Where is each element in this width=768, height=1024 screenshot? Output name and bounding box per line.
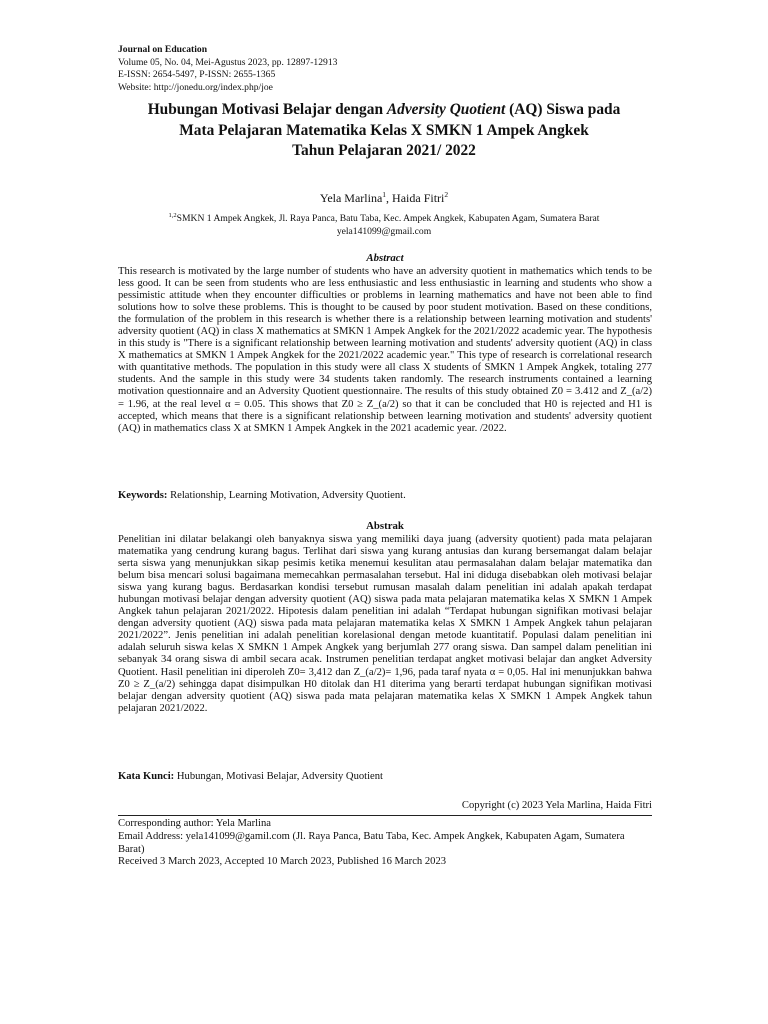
author-separator: , bbox=[386, 191, 393, 205]
kata-kunci-text: Hubungan, Motivasi Belajar, Adversity Quotient bbox=[174, 771, 383, 782]
kata-kunci-label: Kata Kunci: bbox=[118, 771, 175, 782]
abstrak-body: Penelitian ini dilatar belakangi oleh banyaknya siswa yang memiliki daya juang (adversity quotient) pada mata pelajaran matematika yang cendrung kurang bagus. Terlihat dari siswa yang kurang antusias dan kurang bersemangat dalam belajar serta siswa yang menunjukkan sikap pesimis ketika menemui kesulitan atau permasalahan dalam belajar matematika dan belum bisa mencari solusi bagaimana memecahkan permasalahan tersebut. Hal ini diduga disebabkan oleh motivasi belajar siswa yang kurang bagus. Berdasarkan kondisi tersebut rumusan masalah dalam penelitian ini adalah apakah terdapat hubungan motivasi belajar dengan adversity quotient (AQ) siswa pada mata pelajaran matematika kelas X SMKN 1 Ampek Angkek tahun pelajaran 2021/2022. Hipotesis dalam penelitian ini adalah “Terdapat hubungan signifikan motivasi belajar dengan adversity quotient (AQ) siswa pada mata pelajaran matematika kelas X SMKN 1 Ampek Angkek tahun pelajaran 2021/2022”. Jenis penelitian ini adalah penelitian korelasional dengan metode kuantitatif. Populasi dalam penelitian ini adalah seluruh siswa kelas X SMKN 1 Ampek Angkek yang berjumlah 277 orang siswa. Dan sampel dalam penelitian ini sebanyak 34 orang siswa di ambil secara acak. Instrumen penelitian terdapat angket motivasi belajar dan angket Adversity Quotient. Hasil penelitian ini diperoleh Z0= 3,412 dan Z_(a/2)= 1,96, pada taraf nyata α = 0,05. Hal ini menunjukkan bahwa Z0 ≥ Z_(a/2) sehingga dapat disimpulkan H0 ditolak dan H1 diterima yang berarti terdapat hubungan signifikan motivasi belajar dengan adversity quotient (AQ) siswa pada mata pelajaran matematika kelas X SMKN 1 Ampek Angkek tahun pelajaran 2021/2022. bbox=[118, 534, 652, 714]
keywords-label: Keywords: bbox=[118, 490, 168, 501]
title-part-1: Hubungan Motivasi Belajar dengan bbox=[147, 101, 387, 118]
keywords-text: Relationship, Learning Motivation, Adversity Quotient. bbox=[167, 490, 406, 501]
affiliation-email: yela141099@gmail.com bbox=[336, 225, 432, 237]
title-italic: Adversity Quotient bbox=[386, 101, 506, 118]
journal-issn: E-ISSN: 2654-5497, P-ISSN: 2655-1365 bbox=[118, 69, 276, 81]
affiliation bbox=[96, 210, 672, 238]
corresponding-author: Corresponding author: Yela Marlina bbox=[118, 818, 271, 829]
abstract-body: This research is motivated by the large number of students who have an adversity quotient in mathematics which tends to be less good. It can be seen from students who are less enthusiastic and less enthusiastic in learning and students who show a pessimistic attitude when they encounter difficulties or problems in learning mathematics and have not been able to find solutions how to solve these problems. This is thought to be caused by poor student motivation. Based on these conditions, the formulation of the problem in this research is whether there is a relationship between learning motivation and students' adversity quotient (AQ) in class X mathematics at SMKN 1 Ampek Angkek for the 2021/2022 academic year. The hypothesis in this study is "There is a significant relationship between learning motivation and students' adversity quotient (AQ) in class X mathematics at SMKN 1 Ampek Angkek for the 2021/2022 academic year." This type of research is correlational research with quantitative methods. The population in this study were all class X students of SMKN 1 Ampek Angkek, totaling 277 students. And the sample in this study were 34 students taken randomly. The research instruments contained a learning motivation questionnaire and an Adversity Quotient questionnaire. The results of this study obtained Z0 = 3.412 and Z_(a/2) = 1.96, at the real level α = 0.05. This shows that Z0 ≥ Z_(a/2) so that it can be concluded that H0 is rejected and H1 is accepted, which means that there is a significant relationship between learning motivation and students' adversity quotient (AQ) in mathematics class X at SMKN 1 Ampek Angkek in the 2021 academic year. /2022. bbox=[118, 266, 652, 434]
paper-title bbox=[96, 100, 672, 162]
kata-kunci-line bbox=[118, 771, 652, 783]
title-line-3: Tahun Pelajaran 2021/ 2022 bbox=[292, 142, 476, 159]
copyright-line: Copyright (c) 2023 Yela Marlina, Haida Fitri bbox=[461, 800, 652, 811]
journal-name: Journal on Education bbox=[118, 44, 208, 55]
abstract-heading: Abstract bbox=[366, 252, 404, 264]
journal-website: Website: http://jonedu.org/index.php/joe bbox=[118, 81, 273, 93]
received-dates: Received 3 March 2023, Accepted 10 March 2023, Published 16 March 2023 bbox=[118, 856, 447, 868]
author-1: Yela Marlina bbox=[319, 191, 383, 205]
footer-divider bbox=[118, 815, 652, 816]
abstrak-heading: Abstrak bbox=[366, 520, 404, 532]
affiliation-sup: 1,2 bbox=[168, 212, 177, 219]
footer-notes bbox=[118, 818, 652, 869]
corresponding-email: Email Address: yela141099@gamil.com (Jl. Raya Panca, Batu Taba, Kec. Ampek Angkek, Kabupaten Agam, Sumatera Barat) bbox=[118, 830, 625, 855]
title-part-2: (AQ) Siswa pada bbox=[505, 101, 621, 118]
title-line-2: Mata Pelajaran Matematika Kelas X SMKN 1 Ampek Angkek bbox=[179, 121, 589, 139]
author-1-sup: 1 bbox=[382, 190, 387, 199]
affiliation-line bbox=[96, 210, 672, 226]
keywords-line bbox=[118, 490, 652, 502]
author-2-sup: 2 bbox=[444, 190, 449, 199]
author-list bbox=[96, 187, 672, 206]
journal-header bbox=[118, 44, 337, 94]
affiliation-text: SMKN 1 Ampek Angkek, Jl. Raya Panca, Batu Taba, Kec. Ampek Angkek, Kabupaten Agam, Sumatera Barat bbox=[176, 213, 600, 225]
author-2: Haida Fitri bbox=[392, 191, 445, 205]
title-line-1 bbox=[96, 100, 672, 121]
journal-volume: Volume 05, No. 04, Mei-Agustus 2023, pp. 12897-12913 bbox=[118, 56, 338, 68]
